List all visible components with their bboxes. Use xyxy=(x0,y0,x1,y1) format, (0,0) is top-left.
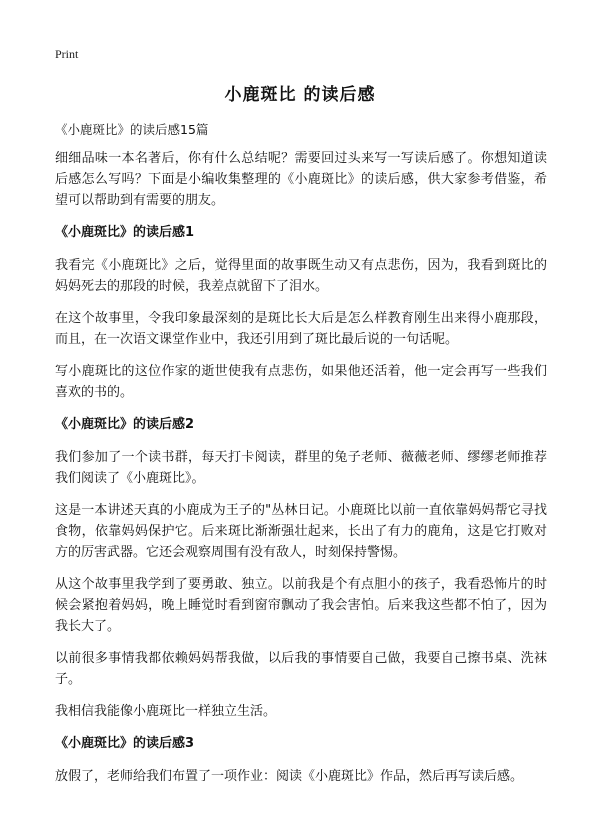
section-heading-1: 《小鹿斑比》的读后感1 xyxy=(55,225,195,240)
document-body xyxy=(55,148,547,798)
intro-paragraph: 细细品味一本名著后，你有什么总结呢？需要回过头来写一写读后感了。你想知道读后感怎么写吗？下面是小编收集整理的《小鹿斑比》的读后感，供大家参考借鉴，希望可以帮助到有需要的朋友。 xyxy=(55,151,547,208)
section-2-paragraph: 我相信我能像小鹿斑比一样独立生活。 xyxy=(55,704,277,719)
section-1-paragraph: 在这个故事里，令我印象最深刻的是斑比长大后是怎么样教育刚生出来得小鹿那段，而且，在一次语文课堂作业中，我还引用到了斑比最后说的一句话呢。 xyxy=(55,311,547,347)
section-2-paragraph: 这是一本讲述天真的小鹿成为王子的"丛林日记。小鹿斑比以前一直依靠妈妈帮它寻找食物，依靠妈妈保护它。后来斑比渐渐强壮起来，长出了有力的鹿角，这是它打败对方的厉害武器。它还会观察周围有没有敌人，时刻保持警惕。 xyxy=(55,503,547,560)
print-link[interactable]: Print xyxy=(55,47,79,61)
section-2-paragraph: 我们参加了一个读书群，每天打卡阅读，群里的兔子老师、薇薇老师、缪缪老师推荐我们阅读了《小鹿斑比》。 xyxy=(55,450,547,486)
section-2-paragraph: 从这个故事里我学到了要勇敢、独立。以前我是个有点胆小的孩子，我看恐怖片的时候会紧抱着妈妈，晚上睡觉时看到窗帘飘动了我会害怕。后来我这些都不怕了，因为我长大了。 xyxy=(55,577,547,634)
section-3-paragraph: 放假了，老师给我们布置了一项作业：阅读《小鹿斑比》作品，然后再写读后感。 xyxy=(55,769,524,784)
section-2-paragraph: 以前很多事情我都依赖妈妈帮我做，以后我的事情要自己做，我要自己擦书桌、洗袜子。 xyxy=(55,651,547,687)
section-1-paragraph: 我看完《小鹿斑比》之后，觉得里面的故事既生动又有点悲伤，因为，我看到斑比的妈妈死去的那段的时候，我差点就留下了泪水。 xyxy=(55,258,547,294)
section-heading-3: 《小鹿斑比》的读后感3 xyxy=(55,736,195,751)
section-1-paragraph: 写小鹿斑比的这位作家的逝世使我有点悲伤，如果他还活着，他一定会再写一些我们喜欢的书的。 xyxy=(55,364,547,400)
document-subtitle: 《小鹿斑比》的读后感15篇 xyxy=(55,122,209,137)
section-heading-2: 《小鹿斑比》的读后感2 xyxy=(55,417,195,432)
document-title: 小鹿斑比 的读后感 xyxy=(224,85,376,105)
